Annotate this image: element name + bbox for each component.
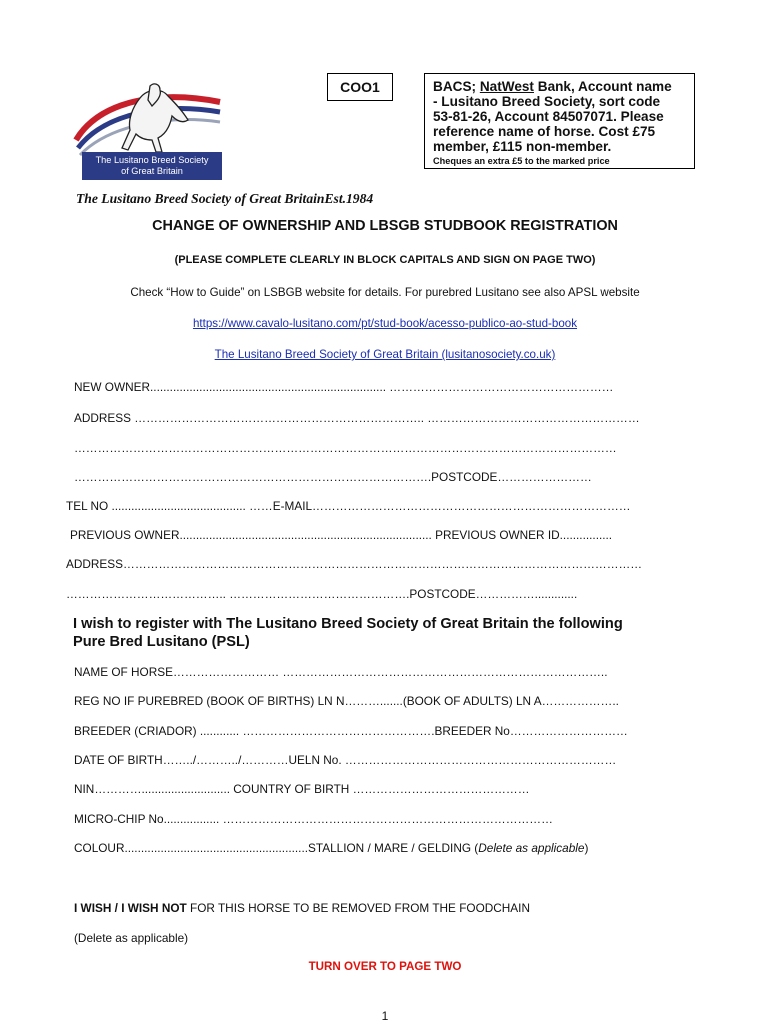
address-field-line-2[interactable]: ………………………………………………………………………………………………………………………… (74, 441, 617, 455)
colour-sex-text: COLOUR........................................................STALLION / MARE / GELDING ( (74, 841, 479, 855)
address-postcode-field[interactable]: ……………………………………………………………………………….POSTCODE…………………… (74, 470, 592, 484)
delete-as-applicable-note: (Delete as applicable) (74, 931, 189, 945)
payment-line-1 (433, 79, 694, 94)
payment-line-2: - Lusitano Breed Society, sort code (433, 94, 661, 109)
register-heading (73, 615, 623, 651)
nin-country-field[interactable]: NIN…………........................... COUNTRY OF BIRTH ……………………………………… (74, 782, 530, 796)
previous-address-field[interactable]: ADDRESS…………………………………………………………………………………………………………………… (66, 557, 643, 571)
colour-sex-field[interactable] (74, 841, 588, 855)
logo-text-line1: The Lusitano Breed Society (95, 155, 209, 165)
payment-line-5: member, £115 non-member. (433, 139, 612, 154)
form-reference-box (327, 73, 393, 101)
reg-no-field[interactable]: REG NO IF PUREBRED (BOOK OF BIRTHS) LN N……….......(BOOK OF ADULTS) LN A……………….. (74, 694, 619, 708)
guide-instructions: Check “How to Guide” on LSBGB website for details. For purebred Lusitano see also APSL website (130, 286, 640, 299)
previous-owner-field[interactable]: PREVIOUS OWNER............................................................................. PREVIOUS OWNER ID................ (70, 528, 613, 542)
page-title: CHANGE OF OWNERSHIP AND LBSGB STUDBOOK REGISTRATION (152, 218, 618, 234)
payment-line-3: 53-81-26, Account 84507071. Please (433, 109, 664, 124)
society-name: The Lusitano Breed Society of Great BritainEst.1984 (76, 191, 374, 206)
payment-line-1c: Bank, Account name (533, 79, 672, 94)
foodchain-choice: I WISH / I WISH NOT (74, 901, 187, 915)
logo-text-line2: of Great Britain (121, 166, 183, 176)
foodchain-text: FOR THIS HORSE TO BE REMOVED FROM THE FOODCHAIN (186, 901, 530, 915)
tel-email-field[interactable]: TEL NO ......................................... ……E-MAIL……………………………………………………………………… (66, 499, 631, 513)
payment-line-1a: BACS; (433, 79, 480, 94)
page-number: 1 (381, 1009, 389, 1023)
register-heading-line2: Pure Bred Lusitano (PSL) (73, 634, 250, 650)
name-of-horse-field[interactable]: NAME OF HORSE……………………… ……………………………………………………………………….. (74, 665, 608, 679)
payment-line-4: reference name of horse. Cost £75 (433, 124, 656, 139)
microchip-field[interactable]: MICRO-CHIP No................. ………………………………………………………………………… (74, 812, 553, 826)
form-reference: COO1 (340, 79, 380, 95)
bank-name: NatWest (479, 79, 534, 94)
address-field-line-1[interactable]: ADDRESS ……………………………………………………………….. ……………………………………………… (74, 411, 640, 425)
new-owner-field[interactable]: NEW OWNER........................................................................ ………………………………………………… (74, 380, 614, 394)
lsbgb-website-link[interactable]: The Lusitano Breed Society of Great Britain (lusitanosociety.co.uk) (214, 348, 556, 361)
foodchain-statement[interactable] (74, 901, 530, 915)
register-heading-line1: I wish to register with The Lusitano Breed Society of Great Britain the following (73, 616, 623, 632)
society-logo (70, 80, 230, 180)
logo-banner (82, 152, 222, 180)
date-of-birth-field[interactable]: DATE OF BIRTH……../………../…………UELN No. …………………………………………………………… (74, 753, 617, 767)
turn-over-notice: TURN OVER TO PAGE TWO (308, 960, 462, 973)
apsl-studbook-link[interactable]: https://www.cavalo-lusitano.com/pt/stud-book/acesso-publico-ao-stud-book (192, 317, 578, 330)
breeder-field[interactable]: BREEDER (CRIADOR) ............ ………………………………………….BREEDER No………………………… (74, 724, 628, 738)
page-subtitle: (PLEASE COMPLETE CLEARLY IN BLOCK CAPITALS AND SIGN ON PAGE TWO) (174, 254, 596, 266)
horse-rider-logo-icon (70, 80, 230, 160)
colour-close-paren: ) (584, 841, 589, 855)
previous-postcode-field[interactable]: ………………………………….. ……………………………………….POSTCODE……………............. (66, 587, 578, 601)
payment-info-box (424, 73, 695, 169)
cheque-note: Cheques an extra £5 to the marked price (433, 156, 610, 166)
colour-delete-note: Delete as applicable (478, 841, 585, 855)
